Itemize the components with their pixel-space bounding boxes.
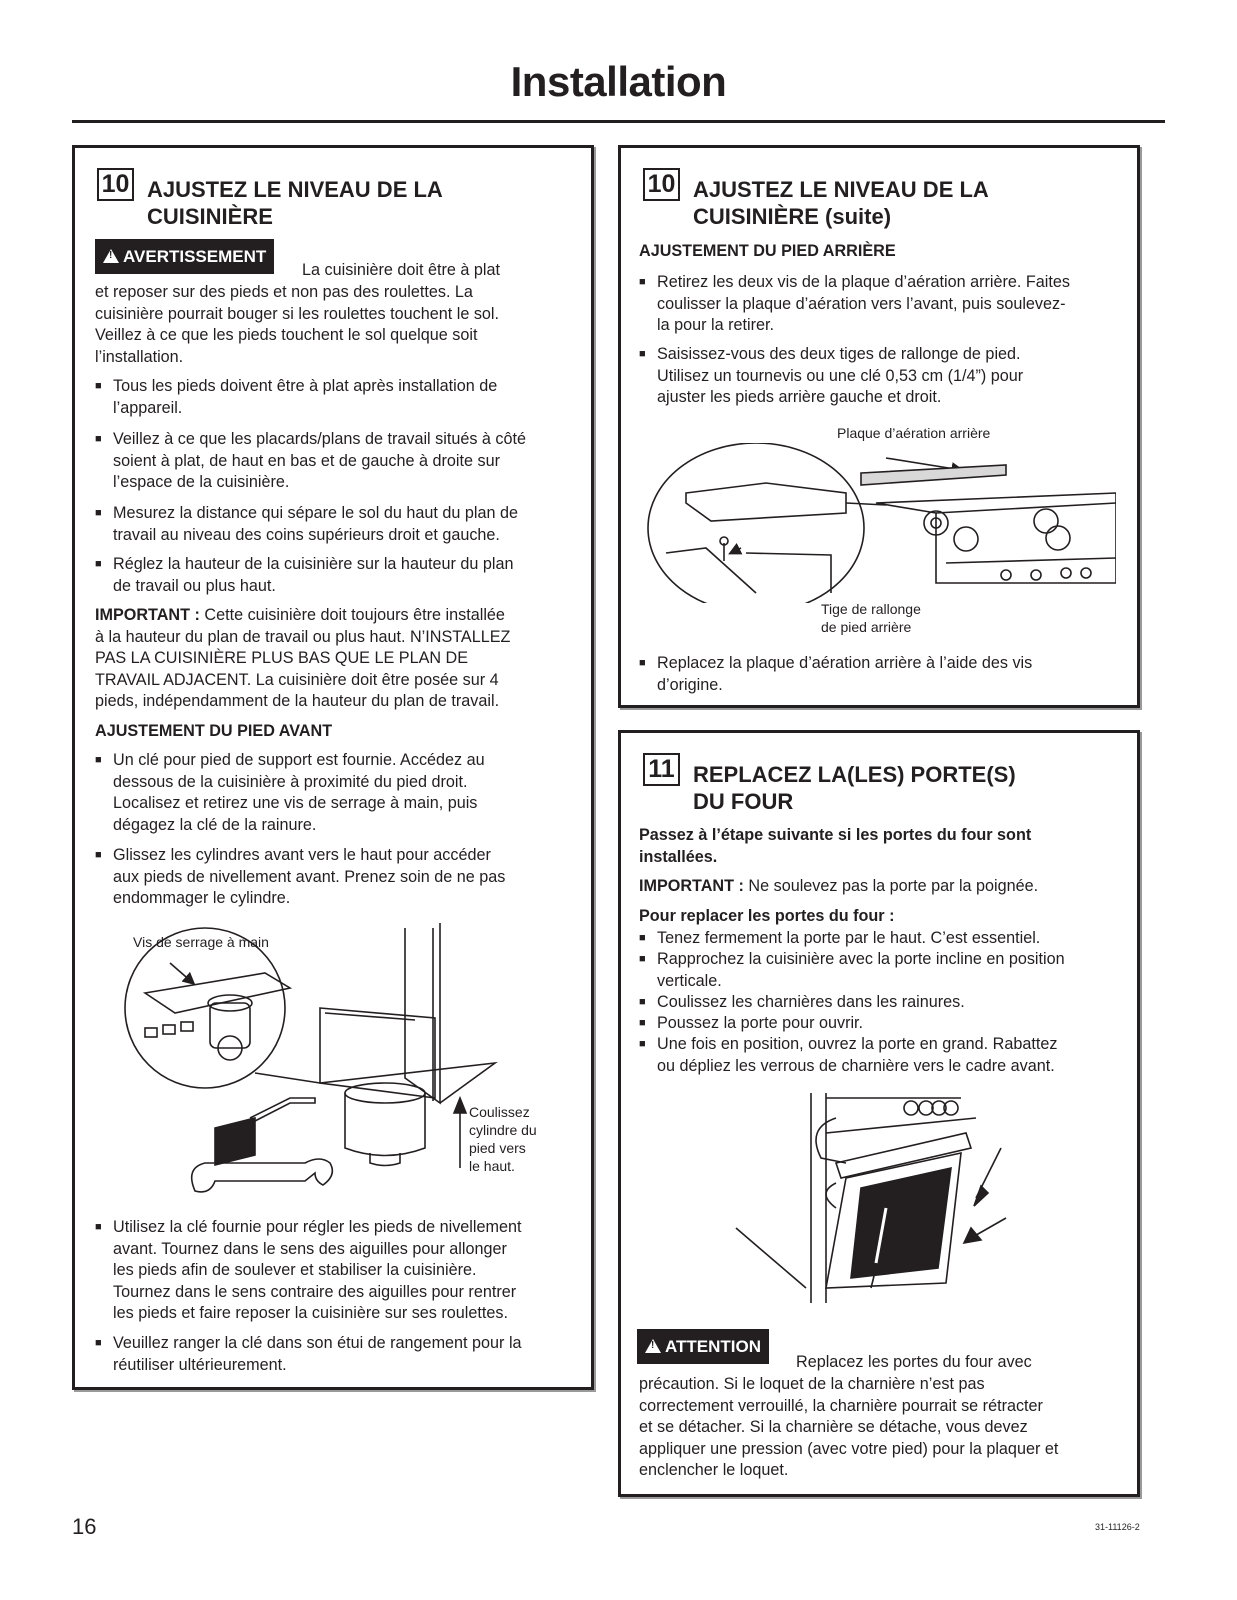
step-10-continued-box <box>618 145 1140 708</box>
list-item: ■ Tenez fermement la porte par le haut. C’est essentiel. <box>639 928 1040 950</box>
list-item: ■ Réglez la hauteur de la cuisinière sur la hauteur du plan de travail ou plus haut. <box>95 554 513 597</box>
list-item: ■ Veuillez ranger la clé dans son étui de rangement pour la réutiliser ultérieurement. <box>95 1333 522 1376</box>
warning-text-first: La cuisinière doit être à plat <box>302 261 500 279</box>
page-number: 16 <box>72 1514 97 1539</box>
step-heading: REPLACEZ LA(LES) PORTE(S) DU FOUR <box>693 762 1016 814</box>
warning-text: et reposer sur des pieds et non pas des roulettes. La cuisinière pourrait bouger si les roulettes touchent le sol. Veillez à ce que les pieds touchent le sol quelque soit l’installation. <box>95 283 500 366</box>
important-note: IMPORTANT : Ne soulevez pas la porte par la poignée. <box>639 877 1039 895</box>
step-number: 11 <box>643 753 680 786</box>
subheading-front-foot: AJUSTEMENT DU PIED AVANT <box>95 722 333 740</box>
list-item: ■ Utilisez la clé fournie pour régler les pieds de nivellement avant. Tournez dans le sens des aiguilles pour allonger les pieds afin de soulever et stabiliser la cuisinière. Tournez dans le sens contraire des aiguilles pour rentrer les pieds et faire reposer la cuisinière sur ses roulettes. <box>95 1217 522 1325</box>
caption-rear-rod: Tige de rallonge de pied arrière <box>821 601 921 635</box>
skip-note: Passez à l’étape suivante si les portes du four sont installées. <box>639 826 1032 866</box>
step-11-box <box>618 730 1140 1497</box>
step-heading: AJUSTEZ LE NIVEAU DE LA CUISINIÈRE (suite) <box>693 177 989 229</box>
list-item: ■ Une fois en position, ouvrez la porte en grand. Rabattez ou dépliez les verrous de charnière vers le cadre avant. <box>639 1034 1057 1077</box>
step-heading: AJUSTEZ LE NIVEAU DE LA CUISINIÈRE <box>147 177 443 229</box>
warning-triangle-icon <box>103 249 119 263</box>
step-number: 10 <box>643 168 680 201</box>
list-item: ■ Tous les pieds doivent être à plat après installation de l’appareil. <box>95 376 497 419</box>
list-item: ■ Mesurez la distance qui sépare le sol du haut du plan de travail au niveau des coins supérieurs droit et gauche. <box>95 503 518 546</box>
list-item: ■ Replacez la plaque d’aération arrière à l’aide des vis d’origine. <box>639 653 1032 696</box>
list-item: ■ Rapprochez la cuisinière avec la porte incline en position verticale. <box>639 949 1065 992</box>
caption-slide-cylinder: Coulissez cylindre du pied vers le haut. <box>469 1104 537 1174</box>
document-code: 31-11126-2 <box>1095 1522 1140 1532</box>
step-10-box <box>72 145 594 1390</box>
page-title: Installation <box>510 58 727 105</box>
title-rule <box>72 120 1165 123</box>
warning-triangle-icon <box>645 1339 661 1353</box>
list-item: ■ Poussez la porte pour ouvrir. <box>639 1013 863 1035</box>
list-item: ■ Veillez à ce que les placards/plans de travail situés à côté soient à plat, de haut en bas et de gauche à droite sur l’espace de la cuisinière. <box>95 429 526 494</box>
list-item: ■ Saisissez-vous des deux tiges de rallonge de pied. Utilisez un tournevis ou une clé 0,53 cm (1/4”) pour ajuster les pieds arrière gauche et droit. <box>639 344 1023 409</box>
subheading-rear-foot: AJUSTEMENT DU PIED ARRIÈRE <box>639 242 896 260</box>
howto-heading: Pour replacer les portes du four : <box>639 907 895 925</box>
caution-badge: !ATTENTION <box>637 1329 769 1364</box>
warning-badge: !AVERTISSEMENT <box>95 239 274 274</box>
caption-rear-vent: Plaque d’aération arrière <box>837 425 991 441</box>
caption-thumb-screw: Vis de serrage à main <box>133 934 269 950</box>
list-item: ■ Coulissez les charnières dans les rainures. <box>639 992 965 1014</box>
list-item: ■ Glissez les cylindres avant vers le haut pour accéder aux pieds de nivellement avant. Prenez soin de ne pas endommager le cylindre. <box>95 845 505 910</box>
caution-text-first: Replacez les portes du four avec <box>796 1353 1032 1371</box>
oven-door-illustration <box>726 1088 1056 1308</box>
list-item: ■ Un clé pour pied de support est fournie. Accédez au dessous de la cuisinière à proximité du pied droit. Localisez et retirez une vis de serrage à main, puis dégagez la clé de la rainure. <box>95 750 485 836</box>
caution-text: précaution. Si le loquet de la charnière n’est pas correctement verrouillé, la charnière pourrait se rétracter et se détacher. Si la charnière se détache, vous devez appliquer une pression (avec votre pied) pour la plaquer et enclencher le loquet. <box>639 1375 1059 1479</box>
step-number: 10 <box>97 168 134 201</box>
important-note: IMPORTANT : Cette cuisinière doit toujours être installée à la hauteur du plan de travail ou plus haut. N’INSTALLEZ PAS LA CUISINIÈRE PLUS BAS QUE LE PLAN DE TRAVAIL ADJACENT. La cuisinière doit être posée sur 4 pieds, indépendamment de la hauteur du plan de travail. <box>95 606 511 710</box>
rear-vent-illustration <box>646 443 1116 603</box>
list-item: ■ Retirez les deux vis de la plaque d’aération arrière. Faites coulisser la plaque d’aération vers l’avant, puis soulevez- la pour la retirer. <box>639 272 1070 337</box>
